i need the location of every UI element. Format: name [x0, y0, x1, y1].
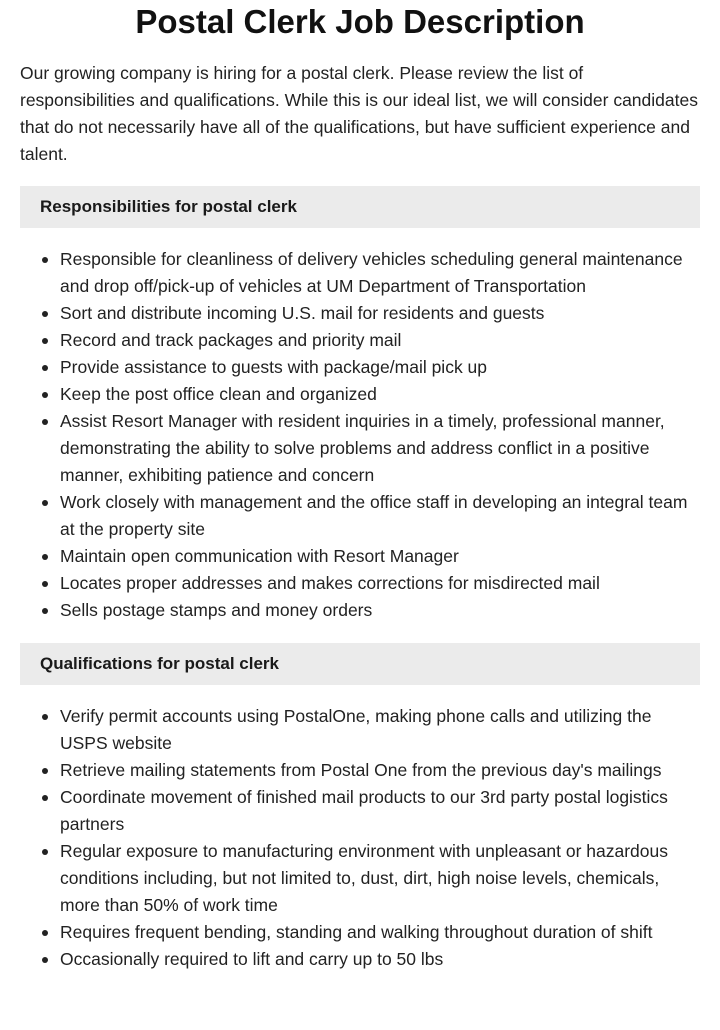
responsibility-item: Locates proper addresses and makes corrections for misdirected mail: [60, 570, 700, 597]
responsibility-item: Assist Resort Manager with resident inquiries in a timely, professional manner, demonstrating the ability to solve problems and address conflict in a positive manner, exhibiting patience and concern: [60, 408, 700, 489]
qualification-item: Requires frequent bending, standing and walking throughout duration of shift: [60, 919, 700, 946]
responsibility-item: Sells postage stamps and money orders: [60, 597, 700, 624]
responsibility-item: Maintain open communication with Resort Manager: [60, 543, 700, 570]
responsibility-item: Work closely with management and the office staff in developing an integral team at the property site: [60, 489, 700, 543]
qualification-item: Regular exposure to manufacturing environment with unpleasant or hazardous conditions including, but not limited to, dust, dirt, high noise levels, chemicals, more than 50% of work time: [60, 838, 700, 919]
qualifications-heading: Qualifications for postal clerk: [20, 643, 700, 685]
qualification-item: Verify permit accounts using PostalOne, making phone calls and utilizing the USPS website: [60, 703, 700, 757]
qualifications-list: [20, 703, 700, 973]
responsibility-item: Record and track packages and priority mail: [60, 327, 700, 354]
responsibilities-heading: Responsibilities for postal clerk: [20, 186, 700, 228]
responsibility-item: Responsible for cleanliness of delivery vehicles scheduling general maintenance and drop off/pick-up of vehicles at UM Department of Transportation: [60, 246, 700, 300]
responsibility-item: Provide assistance to guests with package/mail pick up: [60, 354, 700, 381]
intro-paragraph: Our growing company is hiring for a postal clerk. Please review the list of responsibilities and qualifications. While this is our ideal list, we will consider candidates that do not necessarily have all of the qualifications, but have sufficient experience and talent.: [20, 63, 698, 164]
qualification-item: Coordinate movement of finished mail products to our 3rd party postal logistics partners: [60, 784, 700, 838]
responsibility-item: Sort and distribute incoming U.S. mail for residents and guests: [60, 300, 700, 327]
responsibility-item: Keep the post office clean and organized: [60, 381, 700, 408]
responsibilities-list: [20, 246, 700, 624]
qualification-item: Occasionally required to lift and carry up to 50 lbs: [60, 946, 700, 973]
page-title: Postal Clerk Job Description: [135, 3, 585, 40]
qualification-item: Retrieve mailing statements from Postal One from the previous day's mailings: [60, 757, 700, 784]
